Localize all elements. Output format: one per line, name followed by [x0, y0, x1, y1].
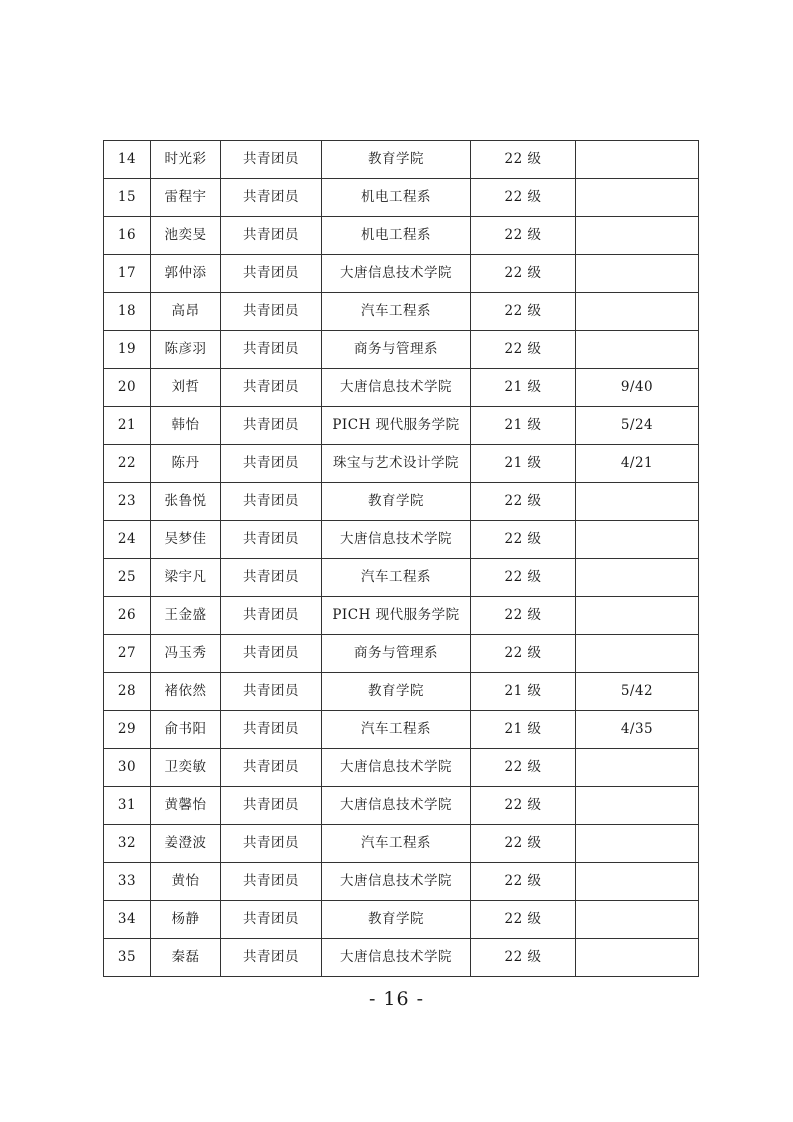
row-number-cell: 35 — [104, 939, 151, 977]
grade-cell: 22 级 — [471, 901, 576, 939]
name-cell: 池奕旻 — [151, 217, 221, 255]
department-cell: 大唐信息技术学院 — [322, 255, 471, 293]
table-row — [104, 255, 699, 293]
grade-cell: 22 级 — [471, 635, 576, 673]
row-number-cell: 34 — [104, 901, 151, 939]
table-row — [104, 217, 699, 255]
name-cell: 王金盛 — [151, 597, 221, 635]
grade-cell: 22 级 — [471, 597, 576, 635]
name-cell: 吴梦佳 — [151, 521, 221, 559]
row-number-cell: 25 — [104, 559, 151, 597]
name-cell: 时光彩 — [151, 141, 221, 179]
grade-cell: 22 级 — [471, 863, 576, 901]
political-status-cell: 共青团员 — [221, 787, 322, 825]
row-number-cell: 27 — [104, 635, 151, 673]
political-status-cell: 共青团员 — [221, 901, 322, 939]
political-status-cell: 共青团员 — [221, 635, 322, 673]
name-cell: 秦磊 — [151, 939, 221, 977]
member-table — [103, 140, 699, 977]
table-row — [104, 141, 699, 179]
name-cell: 陈彦羽 — [151, 331, 221, 369]
table-row — [104, 749, 699, 787]
rank-note-cell: 5/24 — [576, 407, 699, 445]
grade-cell: 22 级 — [471, 939, 576, 977]
department-cell: 大唐信息技术学院 — [322, 787, 471, 825]
political-status-cell: 共青团员 — [221, 825, 322, 863]
row-number-cell: 20 — [104, 369, 151, 407]
table-row — [104, 901, 699, 939]
row-number-cell: 17 — [104, 255, 151, 293]
political-status-cell: 共青团员 — [221, 673, 322, 711]
grade-cell: 22 级 — [471, 483, 576, 521]
political-status-cell: 共青团员 — [221, 255, 322, 293]
row-number-cell: 24 — [104, 521, 151, 559]
rank-note-cell: 4/21 — [576, 445, 699, 483]
department-cell: 汽车工程系 — [322, 559, 471, 597]
department-cell: 汽车工程系 — [322, 825, 471, 863]
rank-note-cell — [576, 825, 699, 863]
rank-note-cell — [576, 597, 699, 635]
department-cell: PICH 现代服务学院 — [322, 407, 471, 445]
table-row — [104, 863, 699, 901]
name-cell: 姜澄波 — [151, 825, 221, 863]
rank-note-cell — [576, 559, 699, 597]
name-cell: 黄怡 — [151, 863, 221, 901]
department-cell: 商务与管理系 — [322, 331, 471, 369]
rank-note-cell — [576, 901, 699, 939]
department-cell: 大唐信息技术学院 — [322, 521, 471, 559]
political-status-cell: 共青团员 — [221, 179, 322, 217]
table-row — [104, 179, 699, 217]
department-cell: PICH 现代服务学院 — [322, 597, 471, 635]
political-status-cell: 共青团员 — [221, 331, 322, 369]
department-cell: 机电工程系 — [322, 179, 471, 217]
grade-cell: 21 级 — [471, 369, 576, 407]
row-number-cell: 21 — [104, 407, 151, 445]
department-cell: 大唐信息技术学院 — [322, 863, 471, 901]
department-cell: 大唐信息技术学院 — [322, 939, 471, 977]
grade-cell: 22 级 — [471, 521, 576, 559]
department-cell: 教育学院 — [322, 673, 471, 711]
grade-cell: 22 级 — [471, 825, 576, 863]
table-row — [104, 559, 699, 597]
rank-note-cell — [576, 863, 699, 901]
table-row — [104, 369, 699, 407]
name-cell: 刘哲 — [151, 369, 221, 407]
table-row — [104, 407, 699, 445]
rank-note-cell: 5/42 — [576, 673, 699, 711]
table-row — [104, 597, 699, 635]
table-row — [104, 939, 699, 977]
rank-note-cell — [576, 521, 699, 559]
page-number: - 16 - — [368, 988, 425, 1010]
department-cell: 汽车工程系 — [322, 711, 471, 749]
political-status-cell: 共青团员 — [221, 521, 322, 559]
political-status-cell: 共青团员 — [221, 483, 322, 521]
grade-cell: 22 级 — [471, 749, 576, 787]
rank-note-cell — [576, 939, 699, 977]
row-number-cell: 14 — [104, 141, 151, 179]
row-number-cell: 31 — [104, 787, 151, 825]
row-number-cell: 23 — [104, 483, 151, 521]
grade-cell: 22 级 — [471, 787, 576, 825]
name-cell: 冯玉秀 — [151, 635, 221, 673]
name-cell: 褚依然 — [151, 673, 221, 711]
name-cell: 高昂 — [151, 293, 221, 331]
political-status-cell: 共青团员 — [221, 597, 322, 635]
rank-note-cell: 9/40 — [576, 369, 699, 407]
political-status-cell: 共青团员 — [221, 141, 322, 179]
department-cell: 大唐信息技术学院 — [322, 749, 471, 787]
table-row — [104, 825, 699, 863]
department-cell: 教育学院 — [322, 141, 471, 179]
row-number-cell: 28 — [104, 673, 151, 711]
political-status-cell: 共青团员 — [221, 293, 322, 331]
grade-cell: 21 级 — [471, 445, 576, 483]
rank-note-cell — [576, 179, 699, 217]
department-cell: 教育学院 — [322, 483, 471, 521]
row-number-cell: 26 — [104, 597, 151, 635]
row-number-cell: 33 — [104, 863, 151, 901]
political-status-cell: 共青团员 — [221, 939, 322, 977]
rank-note-cell — [576, 749, 699, 787]
rank-note-cell — [576, 141, 699, 179]
table-row — [104, 635, 699, 673]
rank-note-cell — [576, 331, 699, 369]
political-status-cell: 共青团员 — [221, 445, 322, 483]
grade-cell: 22 级 — [471, 293, 576, 331]
rank-note-cell — [576, 635, 699, 673]
table-row — [104, 673, 699, 711]
name-cell: 韩怡 — [151, 407, 221, 445]
table-row — [104, 711, 699, 749]
row-number-cell: 15 — [104, 179, 151, 217]
member-table-body — [104, 141, 699, 977]
political-status-cell: 共青团员 — [221, 711, 322, 749]
rank-note-cell — [576, 255, 699, 293]
department-cell: 教育学院 — [322, 901, 471, 939]
table-row — [104, 331, 699, 369]
grade-cell: 22 级 — [471, 559, 576, 597]
name-cell: 杨静 — [151, 901, 221, 939]
grade-cell: 22 级 — [471, 179, 576, 217]
department-cell: 机电工程系 — [322, 217, 471, 255]
row-number-cell: 29 — [104, 711, 151, 749]
grade-cell: 22 级 — [471, 255, 576, 293]
name-cell: 郭仲添 — [151, 255, 221, 293]
name-cell: 陈丹 — [151, 445, 221, 483]
political-status-cell: 共青团员 — [221, 559, 322, 597]
grade-cell: 22 级 — [471, 141, 576, 179]
row-number-cell: 30 — [104, 749, 151, 787]
department-cell: 商务与管理系 — [322, 635, 471, 673]
name-cell: 黄馨怡 — [151, 787, 221, 825]
row-number-cell: 22 — [104, 445, 151, 483]
row-number-cell: 16 — [104, 217, 151, 255]
department-cell: 珠宝与艺术设计学院 — [322, 445, 471, 483]
name-cell: 雷程宇 — [151, 179, 221, 217]
political-status-cell: 共青团员 — [221, 749, 322, 787]
name-cell: 张鲁悦 — [151, 483, 221, 521]
grade-cell: 21 级 — [471, 711, 576, 749]
grade-cell: 22 级 — [471, 217, 576, 255]
rank-note-cell: 4/35 — [576, 711, 699, 749]
row-number-cell: 32 — [104, 825, 151, 863]
table-row — [104, 293, 699, 331]
department-cell: 汽车工程系 — [322, 293, 471, 331]
name-cell: 卫奕敏 — [151, 749, 221, 787]
row-number-cell: 18 — [104, 293, 151, 331]
table-row — [104, 787, 699, 825]
rank-note-cell — [576, 483, 699, 521]
political-status-cell: 共青团员 — [221, 863, 322, 901]
political-status-cell: 共青团员 — [221, 217, 322, 255]
political-status-cell: 共青团员 — [221, 407, 322, 445]
table-row — [104, 483, 699, 521]
row-number-cell: 19 — [104, 331, 151, 369]
grade-cell: 21 级 — [471, 407, 576, 445]
name-cell: 梁宇凡 — [151, 559, 221, 597]
table-row — [104, 521, 699, 559]
name-cell: 俞书阳 — [151, 711, 221, 749]
rank-note-cell — [576, 787, 699, 825]
rank-note-cell — [576, 293, 699, 331]
table-row — [104, 445, 699, 483]
rank-note-cell — [576, 217, 699, 255]
political-status-cell: 共青团员 — [221, 369, 322, 407]
department-cell: 大唐信息技术学院 — [322, 369, 471, 407]
grade-cell: 22 级 — [471, 331, 576, 369]
grade-cell: 21 级 — [471, 673, 576, 711]
